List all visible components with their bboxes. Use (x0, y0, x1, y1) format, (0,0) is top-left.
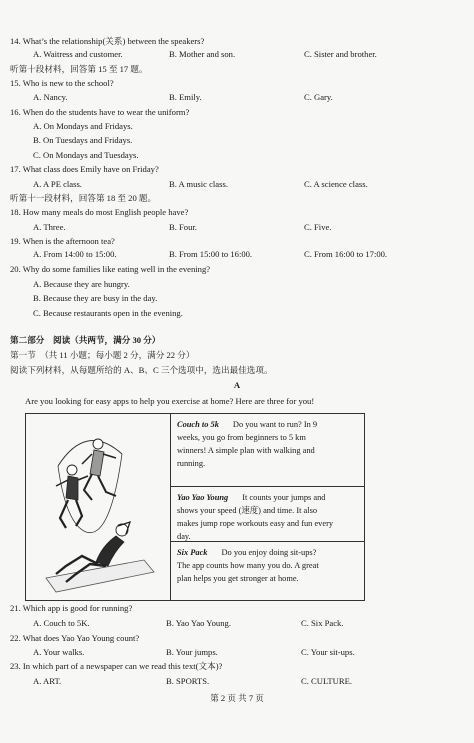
app-yao-yao-young (171, 486, 364, 542)
q14-option-a[interactable]: A. Waitress and customer. (33, 49, 123, 59)
q22-option-c[interactable]: C. Your sit-ups. (301, 647, 355, 657)
app-desc-line: shows your speed (速度) and time. It also (177, 506, 318, 516)
app-desc-line: It counts your jumps and (242, 493, 326, 502)
q20-option-c[interactable]: C. Because restaurants open in the evening. (33, 308, 183, 318)
app-title: Couch to 5k (177, 420, 219, 429)
listening-note-11: 听第十一段材料，回答第 18 至 20 题。 (10, 193, 157, 203)
app-title: Yao Yao Young (177, 493, 229, 502)
q18-stem: 18. How many meals do most English people have? (10, 207, 189, 217)
apps-table (25, 413, 365, 601)
q23-option-a[interactable]: A. ART. (33, 676, 62, 686)
exercise-figures-image (26, 414, 170, 600)
q23-stem: 23. In which part of a newspaper can we read this text(文本)? (10, 661, 223, 671)
q21-option-c[interactable]: C. Six Pack. (301, 618, 344, 628)
q23-option-c[interactable]: C. CULTURE. (301, 676, 353, 686)
app-desc-line: winners! A simple plan with walking and (177, 446, 315, 456)
q14-option-c[interactable]: C. Sister and brother. (304, 49, 377, 59)
page-number: 第 2 页 共 7 页 (210, 693, 264, 703)
app-desc-line: The app counts how many you do. A great (177, 561, 319, 571)
q18-option-a[interactable]: A. Three. (33, 222, 66, 232)
q20-option-a[interactable]: A. Because they are hungry. (33, 279, 130, 289)
q22-stem: 22. What does Yao Yao Young count? (10, 633, 140, 643)
app-desc-line: makes jump rope workouts easy and fun every (177, 519, 334, 529)
exercise-illustration (26, 414, 171, 600)
q22-option-b[interactable]: B. Your jumps. (166, 647, 218, 657)
section1-heading: 第一节 （共 11 小题；每小题 2 分，满分 22 分） (10, 350, 195, 360)
q17-option-b[interactable]: B. A music class. (169, 179, 228, 189)
q16-option-a[interactable]: A. On Mondays and Fridays. (33, 121, 133, 131)
q20-option-b[interactable]: B. Because they are busy in the day. (33, 293, 158, 303)
part2-heading: 第二部分 阅读（共两节，满分 30 分） (10, 335, 161, 345)
q19-option-b[interactable]: B. From 15:00 to 16:00. (169, 249, 253, 259)
app-title: Six Pack (177, 548, 208, 557)
app-desc-line: plan helps you get stronger at home. (177, 574, 299, 584)
q21-option-b[interactable]: B. Yao Yao Young. (166, 618, 231, 628)
app-desc-line: Do you want to run? In 9 (232, 420, 318, 429)
reading-instruction: 阅读下列材料，从每题所给的 A、B、C 三个选项中，选出最佳选项。 (10, 365, 273, 375)
q19-stem: 19. When is the afternoon tea? (10, 237, 115, 245)
passage-letter: A (233, 380, 241, 390)
app-desc-line: day. (177, 532, 191, 542)
q18-option-c[interactable]: C. Five. (304, 222, 332, 232)
q23-option-b[interactable]: B. SPORTS. (166, 676, 210, 686)
listening-note-10: 听第十段材料，回答第 15 至 17 题。 (10, 64, 148, 74)
app-desc-line: weeks, you go from beginners to 5 km (177, 433, 306, 443)
app-desc-line: Do you enjoy doing sit-ups? (221, 548, 317, 557)
q15-option-b[interactable]: B. Emily. (169, 92, 202, 102)
app-six-pack (171, 541, 364, 601)
q16-stem: 16. When do the students have to wear the uniform? (10, 107, 190, 117)
q20-stem: 20. Why do some families like eating well in the evening? (10, 264, 211, 274)
app-couch-to-5k (171, 414, 364, 486)
q17-stem: 17. What class does Emily have on Friday? (10, 164, 159, 174)
q21-option-a[interactable]: A. Couch to 5K. (33, 618, 90, 628)
q16-option-b[interactable]: B. On Tuesdays and Fridays. (33, 135, 133, 145)
q18-option-b[interactable]: B. Four. (169, 222, 197, 232)
q15-option-a[interactable]: A. Nancy. (33, 92, 68, 102)
q19-option-a[interactable]: A. From 14:00 to 15:00. (33, 249, 117, 259)
q17-option-c[interactable]: C. A science class. (304, 179, 368, 189)
passage-intro: Are you looking for easy apps to help you exercise at home? Here are three for you! (25, 396, 315, 406)
q14-option-b[interactable]: B. Mother and son. (169, 49, 236, 59)
q21-stem: 21. Which app is good for running? (10, 603, 133, 613)
app-desc-line: running. (177, 459, 206, 469)
q16-option-c[interactable]: C. On Mondays and Tuesdays. (33, 150, 139, 160)
q14-stem: 14. What’s the relationship(关系) between the speakers? (10, 36, 205, 46)
q15-stem: 15. Who is new to the school? (10, 78, 114, 88)
q17-option-a[interactable]: A. A PE class. (33, 179, 82, 189)
q22-option-a[interactable]: A. Your walks. (33, 647, 85, 657)
q15-option-c[interactable]: C. Gary. (304, 92, 333, 102)
q19-option-c[interactable]: C. From 16:00 to 17:00. (304, 249, 388, 259)
